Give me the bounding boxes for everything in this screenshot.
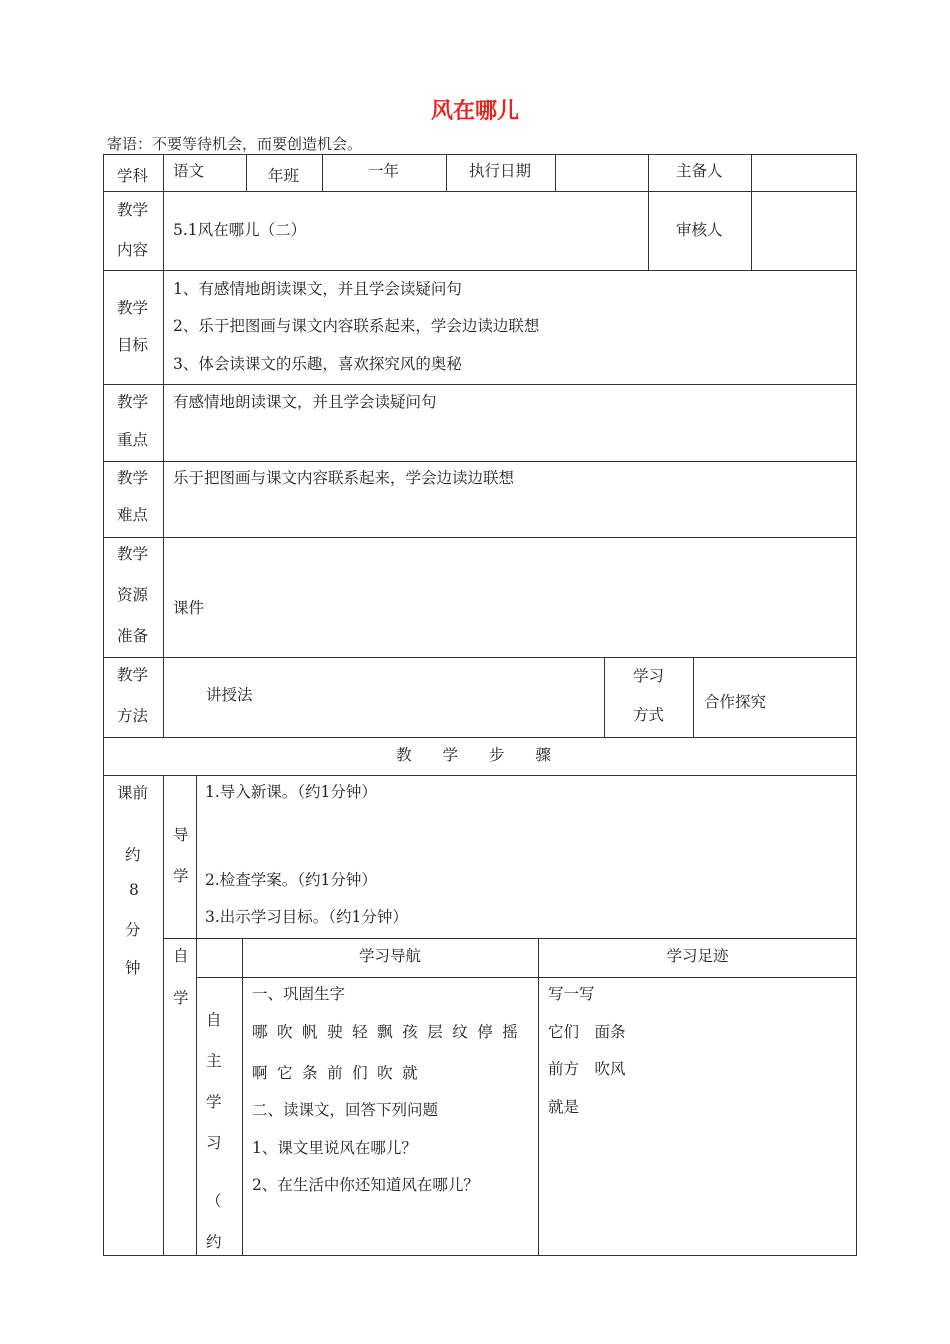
- subject-value: 语文: [173, 162, 205, 180]
- grade-label: 年班: [268, 167, 300, 185]
- col-divider: [538, 938, 539, 1256]
- resources-label-3: 准备: [117, 627, 149, 645]
- nav-line: 啊 它 条 前 们 吹 就: [252, 1064, 420, 1082]
- sub-char: 自: [206, 1011, 222, 1029]
- grade-value: 一年: [368, 162, 400, 180]
- study-mode-value: 合作探究: [704, 693, 767, 711]
- key-points-value: 有感情地朗读课文，并且学会读疑问句: [173, 393, 437, 411]
- subject-label: 学科: [117, 167, 149, 185]
- methods-value: 讲授法: [206, 686, 253, 704]
- footprint-line: 写一写: [548, 985, 595, 1003]
- resources-value: 课件: [173, 599, 205, 617]
- col-divider: [322, 154, 323, 191]
- guide-item: 3.出示学习目标。（约1分钟）: [205, 908, 408, 926]
- nav-line: 1、课文里说风在哪儿？: [252, 1139, 417, 1157]
- resources-label-1: 教学: [117, 545, 149, 563]
- pre-class-char: 8: [129, 881, 139, 899]
- reviewer-label: 审核人: [676, 221, 723, 239]
- row-divider: [103, 461, 857, 462]
- row-divider: [103, 384, 857, 385]
- col-divider: [196, 775, 197, 1256]
- preparer-label: 主备人: [676, 162, 723, 180]
- nav-line: 一、巩固生字: [252, 985, 346, 1003]
- nav-line: 哪 吹 帆 驶 轻 飘 孩 层 纹 停 摇: [252, 1023, 521, 1041]
- difficulties-value: 乐于把图画与课文内容联系起来，学会边读边联想: [173, 469, 515, 487]
- pre-class-char: 钟: [125, 959, 141, 977]
- row-divider: [103, 537, 857, 538]
- sub-char: 习: [206, 1134, 222, 1152]
- footprint-header: 学习足迹: [666, 947, 729, 965]
- date-label: 执行日期: [469, 162, 532, 180]
- nav-line: 2、在生活中你还知道风在哪儿？: [252, 1176, 479, 1194]
- row-divider: [103, 657, 857, 658]
- goal-item: 3、体会读课文的乐趣，喜欢探究风的奥秘: [173, 355, 462, 373]
- pre-class-char: 分: [125, 921, 141, 939]
- study-mode-label-2: 方式: [633, 706, 665, 724]
- col-divider: [693, 657, 694, 737]
- content-value: 5.1风在哪儿（二）: [173, 221, 307, 239]
- difficulties-label-2: 难点: [117, 506, 149, 524]
- goal-item: 2、乐于把图画与课文内容联系起来，学会边读边联想: [173, 317, 540, 335]
- col-divider: [446, 154, 447, 191]
- footprint-line: 就是: [548, 1098, 580, 1116]
- steps-heading: 教 学 步 骤: [396, 746, 564, 764]
- col-divider: [604, 657, 605, 737]
- methods-label-2: 方法: [117, 707, 149, 725]
- sub-char: 约: [206, 1233, 222, 1251]
- row-divider: [103, 737, 857, 738]
- row-divider: [163, 938, 857, 939]
- guide-item: 1.导入新课。（约1分钟）: [205, 783, 377, 801]
- self-study-char: 学: [173, 989, 189, 1007]
- sub-char: 主: [206, 1052, 222, 1070]
- key-points-label-1: 教学: [117, 393, 149, 411]
- col-divider: [246, 154, 247, 191]
- resources-label-2: 资源: [117, 586, 149, 604]
- methods-label-1: 教学: [117, 666, 149, 684]
- nav-header: 学习导航: [358, 947, 421, 965]
- nav-line: 二、读课文，回答下列问题: [252, 1101, 439, 1119]
- col-divider: [163, 154, 164, 737]
- goal-item: 1、有感情地朗读课文，并且学会读疑问句: [173, 280, 462, 298]
- guide-char: 导: [173, 826, 189, 844]
- col-divider: [751, 154, 752, 270]
- row-divider: [103, 775, 857, 776]
- study-mode-label-1: 学习: [633, 667, 665, 685]
- content-label-2: 内容: [117, 241, 149, 259]
- self-study-char: 自: [173, 947, 189, 965]
- pre-class-char: 约: [125, 846, 141, 864]
- sub-char: 学: [206, 1093, 222, 1111]
- row-divider: [196, 977, 857, 978]
- pre-class-char: 课前: [117, 784, 149, 802]
- motto: 寄语：不要等待机会，而要创造机会。: [107, 135, 363, 153]
- sub-char: （: [206, 1192, 222, 1210]
- goals-label-1: 教学: [117, 299, 149, 317]
- content-label-1: 教学: [117, 201, 149, 219]
- document-title: 风在哪儿: [430, 99, 519, 124]
- footprint-line: 它们 面条: [548, 1023, 626, 1041]
- guide-char: 学: [173, 867, 189, 885]
- col-divider: [242, 938, 243, 1256]
- col-divider: [648, 154, 649, 270]
- col-divider: [163, 775, 164, 1256]
- row-divider: [103, 191, 857, 192]
- row-divider: [103, 270, 857, 271]
- difficulties-label-1: 教学: [117, 469, 149, 487]
- guide-item: 2.检查学案。（约1分钟）: [205, 871, 377, 889]
- col-divider: [555, 154, 556, 191]
- goals-label-2: 目标: [117, 336, 149, 354]
- key-points-label-2: 重点: [117, 431, 149, 449]
- footprint-line: 前方 吹风: [548, 1060, 626, 1078]
